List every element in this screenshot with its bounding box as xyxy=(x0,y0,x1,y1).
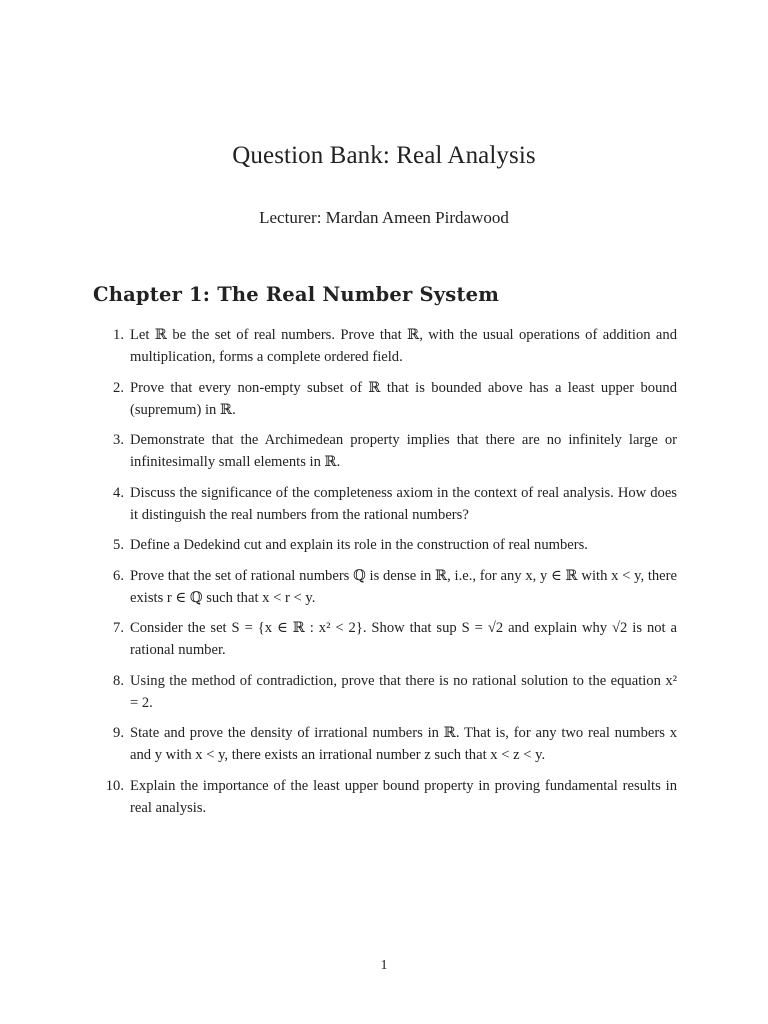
question-item xyxy=(93,617,677,661)
question-text: Prove that the set of rational numbers ℚ is dense in ℝ, i.e., for any x, y ∈ ℝ with x < y, there exists r ∈ ℚ such that x < r < y. xyxy=(130,567,677,606)
question-text: Prove that every non-empty subset of ℝ that is bounded above has a least upper bound (supremum) in ℝ. xyxy=(130,379,677,418)
question-number: 3. xyxy=(113,432,124,448)
question-text: Discuss the significance of the completeness axiom in the context of real analysis. How does it distinguish the real numbers from the rational numbers? xyxy=(130,484,677,523)
lecturer-line: Lecturer: Mardan Ameen Pirdawood xyxy=(259,208,509,227)
question-item xyxy=(93,722,677,766)
question-text: Explain the importance of the least upper bound property in proving fundamental results in real analysis. xyxy=(130,777,677,816)
question-item xyxy=(93,482,677,526)
question-number: 10. xyxy=(105,777,124,794)
question-number: 5. xyxy=(113,537,124,553)
question-text: Using the method of contradiction, prove that there is no rational solution to the equation x² = 2. xyxy=(130,672,677,711)
question-text: State and prove the density of irrational numbers in ℝ. That is, for any two real numbers x and y with x < y, there exists an irrational number z such that x < z < y. xyxy=(130,725,677,763)
question-item xyxy=(93,775,677,819)
page-number: 1 xyxy=(380,958,388,973)
chapter-heading: Chapter 1: The Real Number System xyxy=(93,283,500,306)
question-number: 9. xyxy=(113,725,124,741)
question-item xyxy=(93,670,677,714)
question-item xyxy=(93,429,677,473)
question-number: 7. xyxy=(113,620,124,636)
question-item xyxy=(93,377,677,421)
question-text: Demonstrate that the Archimedean property implies that there are no infinitely large or infinitesimally small elements in ℝ. xyxy=(130,432,677,470)
question-item xyxy=(93,534,677,556)
question-list xyxy=(93,324,677,827)
question-item xyxy=(93,565,677,609)
question-text: Let ℝ be the set of real numbers. Prove that ℝ, with the usual operations of addition and multiplication, forms a complete ordered field. xyxy=(130,327,677,365)
question-number: 2. xyxy=(113,379,124,396)
question-item xyxy=(93,324,677,368)
question-number: 8. xyxy=(113,672,124,689)
question-text: Define a Dedekind cut and explain its role in the construction of real numbers. xyxy=(130,537,588,553)
question-number: 4. xyxy=(113,484,124,501)
question-number: 1. xyxy=(113,327,124,343)
question-text: Consider the set S = {x ∈ ℝ : x² < 2}. Show that sup S = √2 and explain why √2 is not a rational number. xyxy=(130,620,677,658)
question-number: 6. xyxy=(113,567,124,584)
document-title: Question Bank: Real Analysis xyxy=(232,142,536,169)
